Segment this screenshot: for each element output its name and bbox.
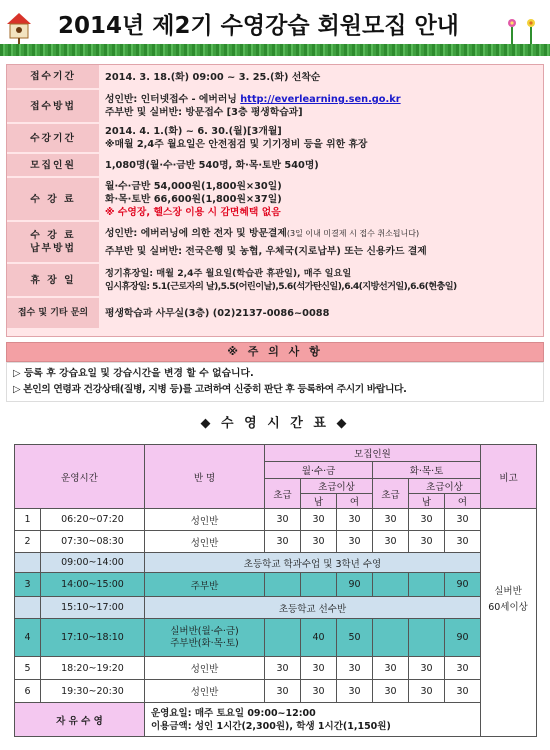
table-row: 6 19:30~20:30 성인반 30 30 30 30 30 30 <box>15 680 537 703</box>
closed-label: 휴 장 일 <box>7 263 99 297</box>
header-beginner: 초급 <box>265 479 301 509</box>
header-male: 남 <box>301 494 337 509</box>
table-row: 5 18:20~19:20 성인반 30 30 30 30 30 30 <box>15 657 537 680</box>
period-value: 2014. 3. 18.(화) 09:00 ~ 3. 25.(화) 선착순 <box>105 71 321 83</box>
header-beginner: 초급 <box>373 479 409 509</box>
notice-body <box>6 362 544 402</box>
course-label: 수강기간 <box>7 123 99 153</box>
recruit-value: 1,080명(월·수·금반 540명, 화·목·토반 540명) <box>105 159 319 171</box>
method-value: 성인반: 인터넷접수 - 에버러닝 http://everlearning.sen.go.kr 주부반 및 실버반: 방문접수 [3층 평생학습과] <box>105 94 401 118</box>
fee-warning: ※ 수영장, 헬스장 이용 시 감면혜택 없음 <box>105 206 281 218</box>
header-female: 여 <box>445 494 481 509</box>
free-swim-row <box>15 703 537 737</box>
fee-value: 월·수·금반 54,000원(1,800원×30일) 화·목·토반 66,600원(1,800원×37일) ※ 수영장, 헬스장 이용 시 감면혜택 없음 <box>105 180 282 218</box>
payment-value: 성인반: 에버러닝에 의한 전자 및 방문결제(3일 이내 미결제 시 접수 취소됩니다) 주부반 및 실버반: 전국은행 및 농협, 우체국(지로납부) 또는 신용카드 결제 <box>105 227 427 257</box>
contact-label: 접수 및 기타 문의 <box>7 297 99 329</box>
payment-label: 수 강 료 납부방법 <box>7 221 99 263</box>
header-female: 여 <box>337 494 373 509</box>
header-time: 운영시간 <box>15 445 145 509</box>
page-title: 2014년 제2기 수영강습 회원모집 안내 <box>58 13 459 39</box>
header-tts: 화·목·토 <box>373 462 481 479</box>
notice-line: ▷ 등록 후 강습요일 및 강습시간을 변경 할 수 없습니다. <box>13 368 254 379</box>
table-row: 4 17:10~18:10 실버반(월·수·금) 주부반(화·목·토) 40 50 90 <box>15 619 537 657</box>
notice-line: ▷ 본인의 연령과 건강상태(질병, 지병 등)를 고려하여 신중히 판단 후 등록하여 주시기 바랍니다. <box>13 384 407 395</box>
method-label: 접수방법 <box>7 89 99 123</box>
recruit-label: 모집인원 <box>7 153 99 177</box>
flower-icon <box>524 18 538 44</box>
notice-header: ※ 주 의 사 항 <box>6 342 544 362</box>
header-advanced: 초급이상 <box>301 479 373 494</box>
note-cell <box>481 509 537 737</box>
table-row: 1 06:20~07:20 성인반 30 30 30 30 30 30 <box>15 509 537 531</box>
table-row: 2 07:30~08:30 성인반 30 30 30 30 30 30 <box>15 531 537 553</box>
header-class: 반 명 <box>145 445 265 509</box>
flower-icon <box>505 18 519 44</box>
table-row: 15:10~17:00 초등학교 선수반 <box>15 597 537 619</box>
schedule-table <box>14 444 537 737</box>
free-swim-value: 운영요일: 매주 토요일 09:00~12:00 이용금액: 성인 1시간(2,300원), 학생 1시간(1,150원) <box>145 703 481 737</box>
fee-label: 수 강 료 <box>7 177 99 221</box>
table-row: 3 14:00~15:00 주부반 90 90 <box>15 573 537 597</box>
header-recruit: 모집인원 <box>265 445 481 462</box>
table-row: 09:00~14:00 초등학교 학과수업 및 3학년 수영 <box>15 553 537 573</box>
course-value: 2014. 4. 1.(화) ~ 6. 30.(월)[3개월] ※매월 2,4주 월요일은 안전점검 및 기기정비 등을 위한 휴장 <box>105 126 368 150</box>
contact-value: 평생학습과 사무실(3층) (02)2137-0086~0088 <box>105 307 330 319</box>
birdhouse-icon <box>6 12 32 46</box>
header-male: 남 <box>409 494 445 509</box>
schedule-note: 실버반 60세이상 <box>488 586 528 613</box>
info-panel <box>6 64 544 337</box>
free-swim-label: 자 유 수 영 <box>15 703 145 737</box>
schedule-title: ◆ 수 영 시 간 표 ◆ <box>200 416 350 431</box>
everlearning-link[interactable]: http://everlearning.sen.go.kr <box>240 94 401 105</box>
grass-decoration <box>0 44 550 56</box>
title-banner <box>0 0 550 56</box>
header-mwf: 월·수·금 <box>265 462 373 479</box>
period-label: 접수기간 <box>7 65 99 89</box>
header-note: 비고 <box>481 445 537 509</box>
header-advanced: 초급이상 <box>409 479 481 494</box>
closed-value: 정기휴장일: 매월 2,4주 월요일(학습관 휴관일), 매주 일요일 임시휴장일: 5.1(근로자의 날),5.5(어린이날),5.6(석가탄신일),6.4(지방선거일),6.6(현충일) <box>105 268 457 292</box>
